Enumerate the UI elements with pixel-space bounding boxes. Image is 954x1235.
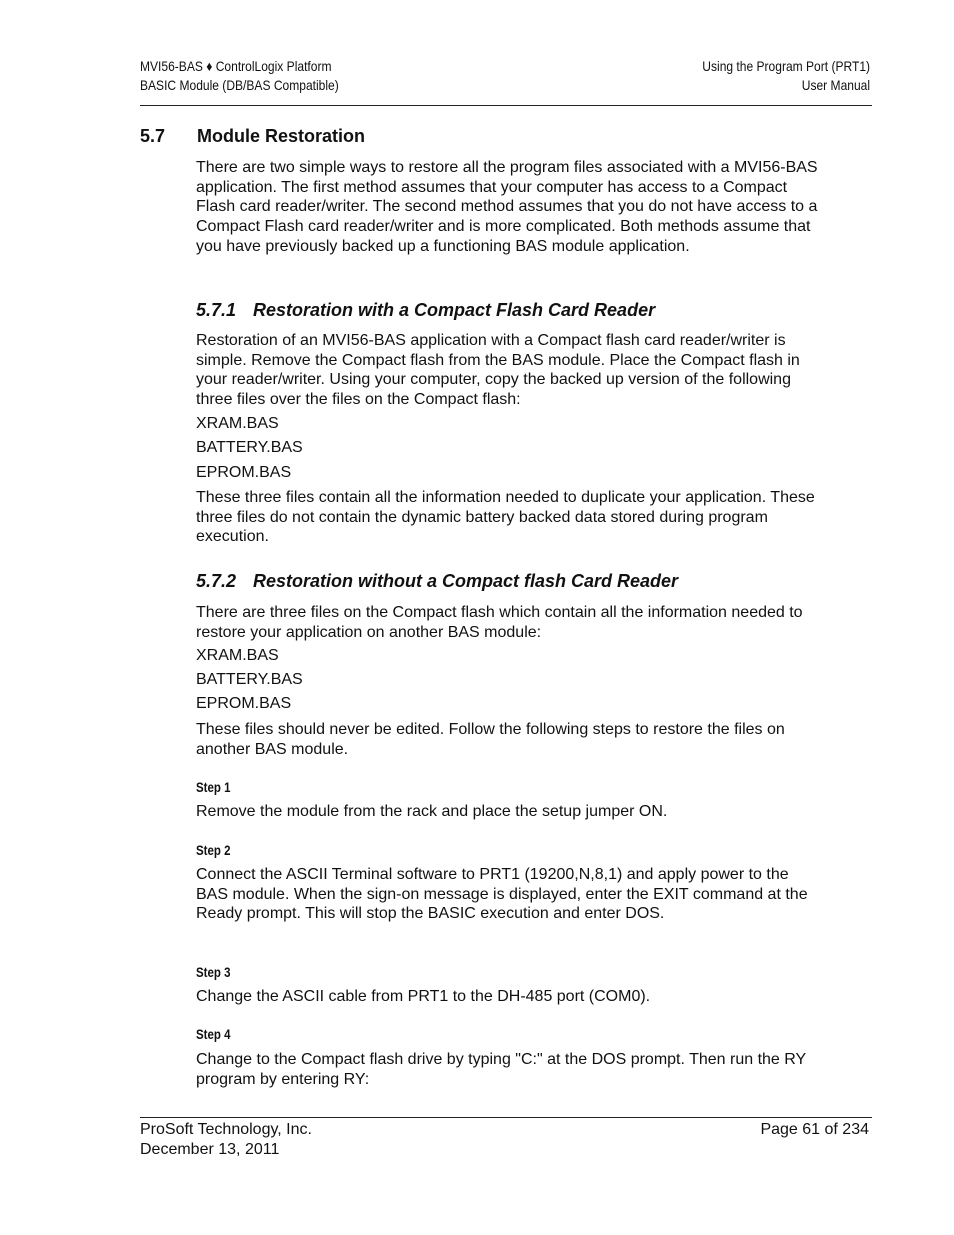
section-intro (196, 158, 821, 257)
step-label: Step 4 (196, 1026, 231, 1042)
running-footer-left (140, 1120, 312, 1160)
sub2-paragraph-2 (196, 720, 821, 759)
file-name: EPROM.BAS (196, 464, 292, 481)
page-number: Page 61 of 234 (760, 1121, 869, 1138)
file-name: XRAM.BAS (196, 647, 279, 664)
subsection-title: Restoration without a Compact flash Card Reader (253, 571, 679, 591)
paragraph-text: Connect the ASCII Terminal software to PRT1 (19200,N,8,1) and apply power to the BAS module. When the sign-on message is displayed, enter the EXIT command at the Ready prompt. This will stop the BASIC execution and enter DOS. (196, 866, 808, 923)
file-name: EPROM.BAS (196, 695, 292, 712)
file-name: BATTERY.BAS (196, 439, 303, 456)
header-module-line: BASIC Module (DB/BAS Compatible) (140, 77, 339, 93)
paragraph-text: These files should never be edited. Follow the following steps to restore the files on another BAS module. (196, 721, 785, 758)
step-text (196, 802, 821, 822)
file-name: BATTERY.BAS (196, 671, 303, 688)
section-heading (140, 126, 365, 147)
subsection-heading-2 (196, 571, 678, 592)
footer-company: ProSoft Technology, Inc. (140, 1121, 312, 1138)
step-label: Step 2 (196, 842, 231, 858)
paragraph-text: Change to the Compact flash drive by typing "C:" at the DOS prompt. Then run the RY program by entering RY: (196, 1051, 806, 1088)
subsection-heading-1 (196, 300, 655, 321)
sub1-paragraph-1 (196, 331, 821, 410)
file-name: XRAM.BAS (196, 415, 279, 432)
header-manual-line: User Manual (801, 77, 870, 93)
sub2-paragraph-1 (196, 603, 821, 642)
paragraph-text: Change the ASCII cable from PRT1 to the DH-485 port (COM0). (196, 988, 651, 1005)
header-product-line: MVI56-BAS ♦ ControlLogix Platform (140, 58, 332, 74)
subsection-number: 5.7.2 (196, 571, 237, 591)
running-footer-right (760, 1120, 869, 1140)
paragraph-text: There are three files on the Compact flash which contain all the information needed to restore your application on another BAS module: (196, 604, 803, 641)
subsection-title: Restoration with a Compact Flash Card Reader (253, 300, 656, 320)
subsection-number: 5.7.1 (196, 300, 237, 320)
step-text (196, 987, 821, 1007)
header-divider (140, 105, 872, 106)
sub1-paragraph-2 (196, 488, 821, 547)
step-label: Step 1 (196, 779, 231, 795)
header-chapter-line: Using the Program Port (PRT1) (702, 58, 870, 74)
footer-divider (140, 1117, 872, 1118)
intro-paragraph: There are two simple ways to restore all the program files associated with a MVI56-BAS application. The first method assumes that your computer has access to a Compact Flash card reader/writer. The second method assumes that you do not have access to a Compact Flash card reader/writer and is more complicated. Both methods assume that you have previously backed up a functioning BAS module application. (196, 159, 818, 255)
step-label: Step 3 (196, 964, 231, 980)
paragraph-text: These three files contain all the information needed to duplicate your application. These three files do not contain the dynamic battery backed data stored during program execution. (196, 489, 815, 546)
step-text (196, 865, 821, 924)
running-header-left (140, 57, 339, 95)
step-text (196, 1050, 821, 1089)
section-title: Module Restoration (197, 126, 366, 146)
section-number: 5.7 (140, 126, 166, 146)
footer-date: December 13, 2011 (140, 1141, 280, 1158)
running-header-right (702, 57, 870, 95)
paragraph-text: Remove the module from the rack and place the setup jumper ON. (196, 803, 668, 820)
paragraph-text: Restoration of an MVI56-BAS application with a Compact flash card reader/writer is simple. Remove the Compact flash from the BAS module. Place the Compact flash in your reader/writer. Using your computer, copy the backed up version of the following three files over the files on the Compact flash: (196, 332, 800, 409)
